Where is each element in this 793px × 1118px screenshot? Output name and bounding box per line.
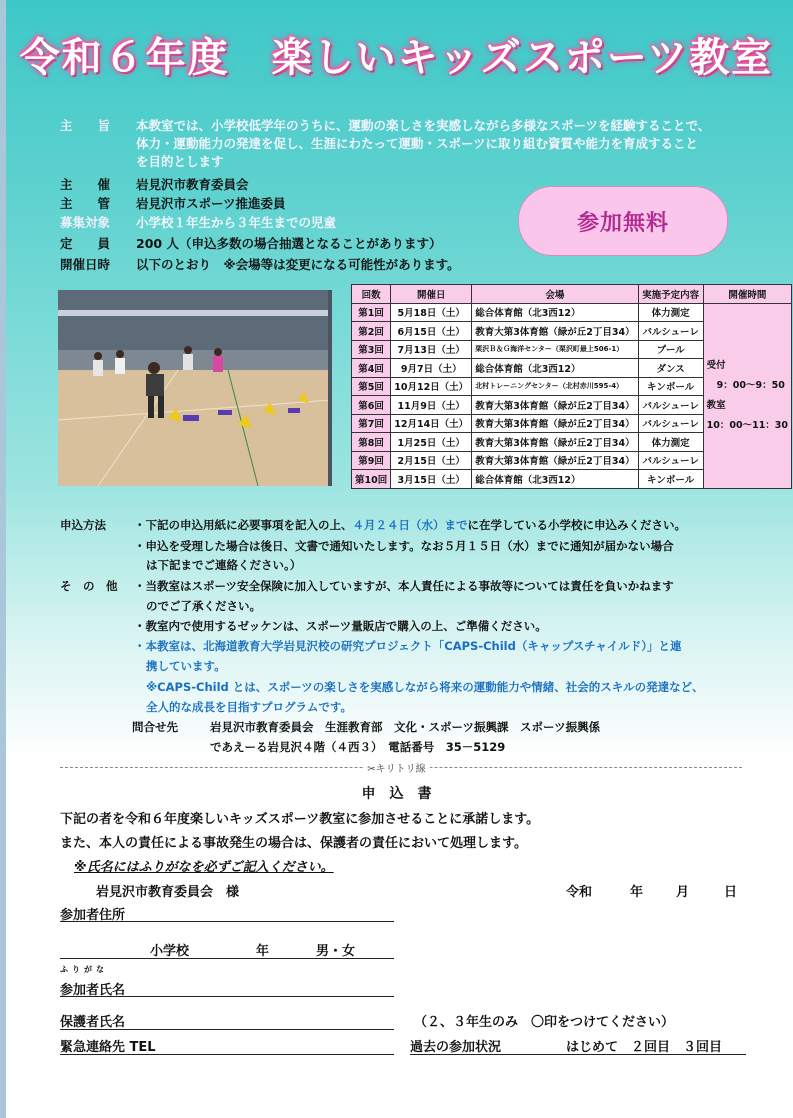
- session-number: 第3回: [352, 340, 391, 359]
- other-line: ※CAPS-Child とは、スポーツの楽しさを実感しながら将来の運動能力や情緒、社会的スキルの発達など、: [146, 680, 704, 694]
- date-day: 日: [724, 885, 738, 900]
- date-year: 年: [630, 885, 644, 900]
- host-label: 主 催: [60, 177, 111, 192]
- session-venue: 総合体育館（北3西12）: [472, 359, 638, 378]
- session-venue: 教育大第3体育館（緑が丘2丁目34）: [472, 414, 638, 433]
- form-heading: 申 込 書: [361, 786, 432, 802]
- page-title: 令和６年度 楽しいキッズスポーツ教室: [19, 35, 774, 81]
- class-label: 教室: [706, 399, 726, 411]
- cut-line-label: [0, 760, 793, 775]
- participant-name-label: 参加者氏名: [60, 983, 126, 998]
- session-date: 10月12日（土）: [391, 377, 472, 396]
- purpose-line: 本教室では、小学校低学年のうちに、運動の楽しさを実感しながら多様なスポーツを経験することで、: [136, 118, 711, 133]
- gym-photo-illustration: [58, 290, 332, 486]
- session-number: 第5回: [352, 377, 391, 396]
- capacity-value: 200 人（申込多数の場合抽選となることがあります）: [136, 236, 442, 251]
- participant-name-field[interactable]: [60, 996, 394, 997]
- grade-label: 年: [256, 944, 270, 959]
- schedule-header: 会場: [472, 285, 638, 304]
- other-line: 全人的な成長を目指すプログラムです。: [146, 700, 352, 714]
- session-number: 第10回: [352, 470, 391, 489]
- session-number: 第6回: [352, 396, 391, 415]
- session-venue: 北村トレーニングセンター（北村赤川595-4）: [472, 377, 638, 396]
- method-text: ・下記の申込用紙に必要事項を記入の上、: [134, 518, 353, 532]
- schedule-header: 開催時間: [703, 285, 791, 304]
- cut-line-text: ✂キリトリ線: [363, 764, 429, 775]
- furigana-label: ふりがな: [60, 965, 108, 974]
- consent-line: また、本人の責任による事故発生の場合は、保護者の責任において処理します。: [60, 836, 527, 851]
- organizer-label: 主 管: [60, 196, 111, 211]
- session-content: 体力測定: [638, 303, 703, 322]
- gender-choice[interactable]: 男・女: [316, 944, 356, 959]
- reception-label: 受付: [706, 359, 726, 371]
- session-date: 11月9日（土）: [391, 396, 472, 415]
- schedule-header-row: [352, 285, 792, 304]
- method-text: に在学している小学校に申込みください。: [467, 518, 686, 532]
- schedule-table: [351, 284, 792, 489]
- school-field[interactable]: [60, 958, 394, 959]
- session-content: キンボール: [638, 377, 703, 396]
- session-content: バルシューレ: [638, 451, 703, 470]
- target-label: 募集対象: [60, 215, 111, 230]
- purpose-line: 体力・運動能力の発達を促し、生涯にわたって運動・スポーツに取り組む資質や能力を育成すること: [136, 136, 699, 151]
- method-label: 申込方法: [60, 518, 106, 532]
- history-label: 過去の参加状況: [410, 1040, 502, 1055]
- deadline-text: ４月２４日（水）まで: [352, 518, 468, 532]
- session-venue: 教育大第3体育館（緑が丘2丁目34）: [472, 396, 638, 415]
- consent-line: 下記の者を令和６年度楽しいキッズスポーツ教室に参加させることに承諾します。: [60, 812, 540, 827]
- session-number: 第8回: [352, 433, 391, 452]
- session-content: バルシューレ: [638, 414, 703, 433]
- contact-label: 問合せ先: [132, 720, 178, 734]
- session-number: 第1回: [352, 303, 391, 322]
- session-date: 5月18日（土）: [391, 303, 472, 322]
- capacity-label: 定 員: [60, 236, 111, 251]
- other-line: ・教室内で使用するゼッケンは、スポーツ量販店で購入の上、ご準備ください。: [134, 619, 547, 633]
- session-time-cell: [703, 303, 791, 488]
- schedule-header: 回数: [352, 285, 391, 304]
- session-date: 12月14日（土）: [391, 414, 472, 433]
- guardian-name-field[interactable]: [60, 1029, 394, 1030]
- purpose-line: を目的とします: [136, 154, 224, 169]
- session-date: 9月7日（土）: [391, 359, 472, 378]
- method-line-3: は下記までご連絡ください。）: [146, 558, 302, 572]
- address-label: 参加者住所: [60, 908, 126, 923]
- addressee: 岩見沢市教育委員会 様: [96, 885, 240, 900]
- free-badge: 参加無料: [518, 186, 728, 256]
- purpose-label: 主 旨: [60, 118, 111, 133]
- session-date: 7月13日（土）: [391, 340, 472, 359]
- reception-hours: 9：00～9：50: [716, 379, 785, 391]
- table-row: [352, 303, 792, 322]
- dates-label: 開催日時: [60, 257, 111, 272]
- session-date: 3月15日（土）: [391, 470, 472, 489]
- class-hours: 10：00～11：30: [706, 419, 789, 431]
- other-line: ・本教室は、北海道教育大学岩見沢校の研究プロジェクト「CAPS-Child（キャップスチャイルド）」と連: [134, 639, 682, 653]
- session-date: 2月15日（土）: [391, 451, 472, 470]
- dates-value: 以下のとおり ※会場等は変更になる可能性があります。: [136, 257, 460, 272]
- history-field[interactable]: [410, 1054, 746, 1055]
- contact-line: であえーる岩見沢４階（４西３） 電話番号 35－5129: [210, 740, 506, 754]
- purpose-text: [136, 117, 736, 171]
- session-number: 第2回: [352, 322, 391, 341]
- date-era: 令和: [566, 885, 593, 900]
- target-value: 小学校１年生から３年生までの児童: [136, 215, 337, 230]
- schedule-header: 開催日: [391, 285, 472, 304]
- session-content: ダンス: [638, 359, 703, 378]
- session-venue: 総合体育館（北3西12）: [472, 303, 638, 322]
- session-date: 6月15日（土）: [391, 322, 472, 341]
- other-label: そ の 他: [60, 579, 118, 593]
- emergency-tel-field[interactable]: [60, 1054, 394, 1055]
- session-venue: 教育大第3体育館（緑が丘2丁目34）: [472, 322, 638, 341]
- contact-line: 岩見沢市教育委員会 生涯教育部 文化・スポーツ振興課 スポーツ振興係: [210, 720, 601, 734]
- session-venue: 総合体育館（北3西12）: [472, 470, 638, 489]
- method-line-1: [134, 516, 754, 535]
- session-number: 第7回: [352, 414, 391, 433]
- emergency-tel-label: 緊急連絡先 TEL: [60, 1040, 156, 1055]
- organizer-value: 岩見沢市スポーツ推進委員: [136, 196, 286, 211]
- session-content: 体力測定: [638, 433, 703, 452]
- schedule-header: 実施予定内容: [638, 285, 703, 304]
- other-line: のでご了承ください。: [146, 599, 261, 613]
- session-number: 第4回: [352, 359, 391, 378]
- session-content: バルシューレ: [638, 396, 703, 415]
- session-venue: 教育大第3体育館（緑が丘2丁目34）: [472, 433, 638, 452]
- grade-note: （２、３年生のみ 〇印をつけてください）: [414, 1015, 675, 1030]
- left-edge-bar: [0, 0, 6, 1118]
- session-content: プール: [638, 340, 703, 359]
- history-options[interactable]: はじめて ２回目 ３回目: [566, 1040, 723, 1055]
- session-content: バルシューレ: [638, 322, 703, 341]
- furigana-note: ※氏名にはふりがなを必ずご記入ください。: [74, 860, 334, 875]
- other-line: 携しています。: [146, 659, 226, 673]
- address-field[interactable]: [60, 921, 394, 922]
- session-content: キンボール: [638, 470, 703, 489]
- gym-photo: [58, 290, 332, 486]
- session-number: 第9回: [352, 451, 391, 470]
- guardian-name-label: 保護者氏名: [60, 1015, 126, 1030]
- other-line: ・当教室はスポーツ安全保険に加入していますが、本人責任による事故等については責任を負いかねます: [134, 579, 674, 593]
- session-venue: 教育大第3体育館（緑が丘2丁目34）: [472, 451, 638, 470]
- host-value: 岩見沢市教育委員会: [136, 177, 249, 192]
- session-venue: 栗沢Ｂ＆Ｇ海洋センター（栗沢町最上506-1）: [472, 340, 638, 359]
- method-line-2: ・申込を受理した場合は後日、文書で通知いたします。なお５月１５日（水）までに通知が届かない場合: [134, 539, 674, 553]
- school-label: 小学校: [150, 944, 190, 959]
- session-date: 1月25日（土）: [391, 433, 472, 452]
- date-month: 月: [676, 885, 690, 900]
